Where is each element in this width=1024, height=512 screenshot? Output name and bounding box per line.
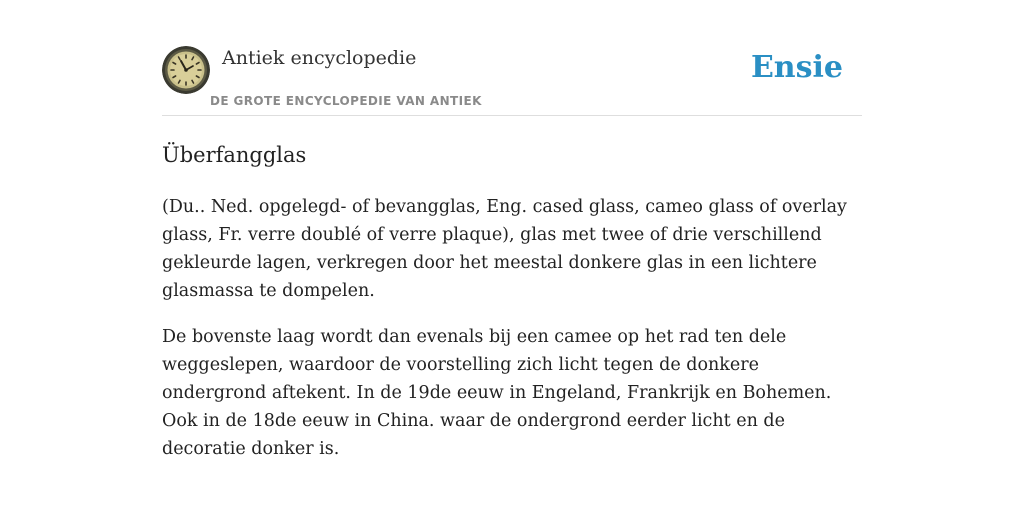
site-subtitle: DE GROTE ENCYCLOPEDIE VAN ANTIEK <box>210 94 482 108</box>
site-header <box>162 46 862 116</box>
article-paragraph-2: De bovenste laag wordt dan evenals bij een camee op het rad ten dele weggeslepen, waardoor de voorstelling zich licht tegen de donkere ondergrond aftekent. In de 19de eeuw in Engeland, Frankrijk en Bohemen. Ook in de 18de eeuw in China. waar de ondergrond eerder licht en de decoratie donker is. <box>162 327 832 459</box>
antique-clock-icon[interactable] <box>162 46 210 94</box>
article-title: Überfangglas <box>162 143 307 167</box>
ensie-logo[interactable]: Ensie <box>750 50 843 85</box>
site-title[interactable]: Antiek encyclopedie <box>222 47 417 69</box>
article <box>162 138 862 481</box>
article-paragraph-1: (Du.. Ned. opgelegd- of bevangglas, Eng. cased glass, cameo glass of overlay glass, Fr. verre doublé of verre plaque), glas met twee of drie verschillend gekleurde lagen, verkregen door het meestal donkere glas in een lichtere glasmassa te dompelen. <box>162 197 847 301</box>
